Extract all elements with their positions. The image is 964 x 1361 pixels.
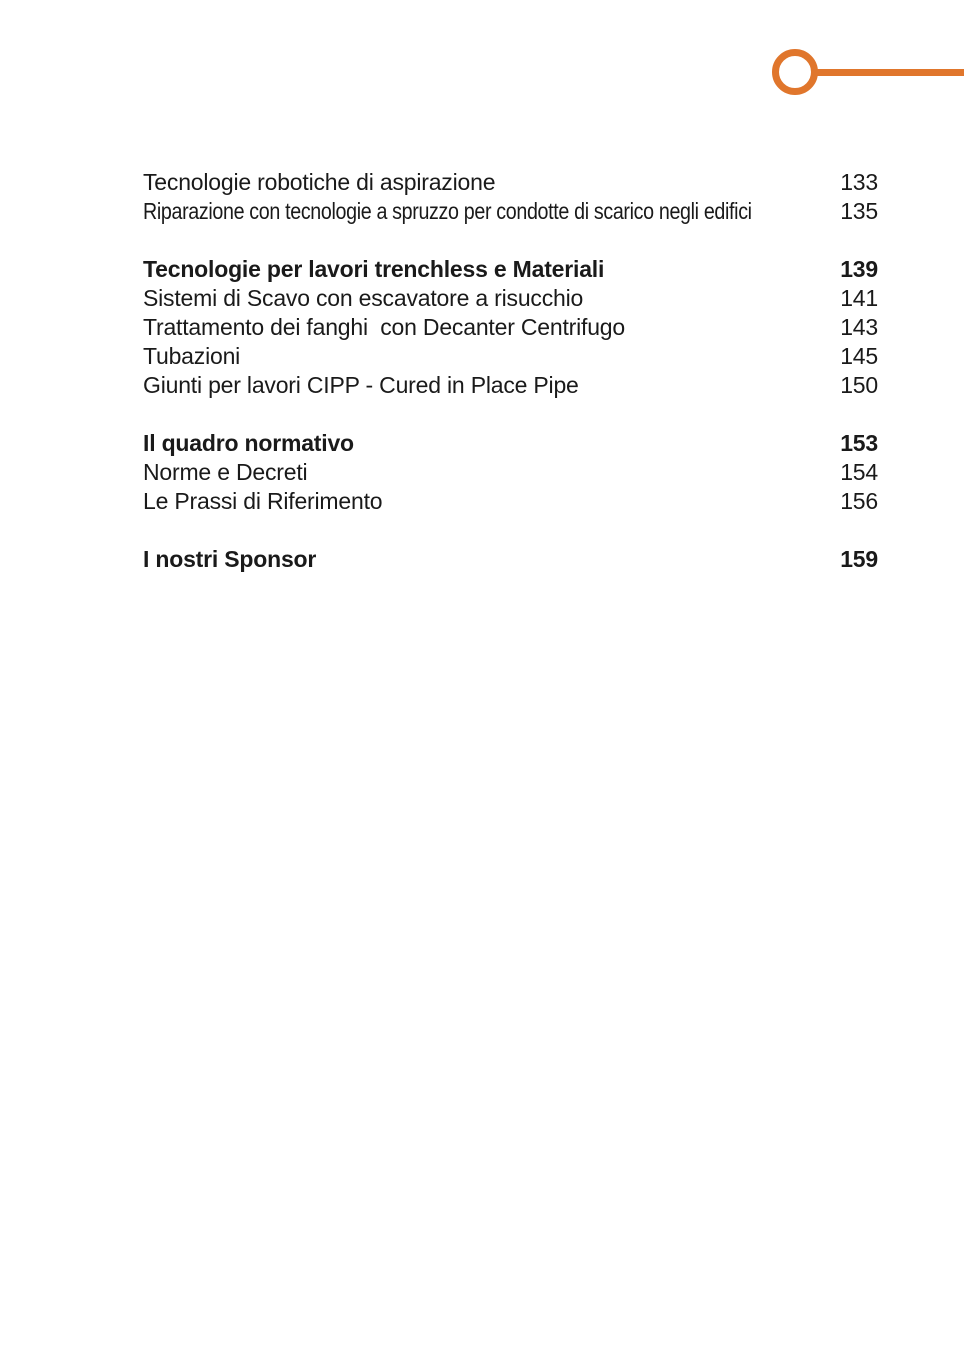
ring-icon: [772, 49, 818, 95]
toc-entry-page-number: 143: [840, 314, 878, 340]
toc-entry-label: Sistemi di Scavo con escavatore a risucchio: [143, 285, 584, 311]
toc-entry-page-number: 141: [840, 285, 878, 311]
toc-entry-page-number: 153: [840, 430, 878, 456]
toc-entry-label: Le Prassi di Riferimento: [143, 488, 383, 514]
toc-entry[interactable]: [143, 284, 878, 313]
toc-group: [143, 168, 878, 226]
toc-entry[interactable]: [143, 197, 878, 226]
toc-entry-page-number: 139: [840, 256, 878, 282]
toc-entry-label: Giunti per lavori CIPP - Cured in Place Pipe: [143, 372, 579, 398]
horizontal-rule-decoration: [816, 69, 964, 76]
toc-entry-page-number: 150: [840, 372, 878, 398]
toc-entry[interactable]: [143, 429, 878, 458]
toc-entry-label: I nostri Sponsor: [143, 546, 317, 572]
table-of-contents: [143, 168, 878, 574]
toc-entry-page-number: 145: [840, 343, 878, 369]
toc-entry[interactable]: [143, 545, 878, 574]
toc-entry-page-number: 154: [840, 459, 878, 485]
toc-entry-label: Riparazione con tecnologie a spruzzo per condotte di scarico negli edifici: [143, 198, 752, 224]
toc-entry[interactable]: [143, 458, 878, 487]
toc-entry[interactable]: [143, 342, 878, 371]
toc-entry[interactable]: [143, 168, 878, 197]
toc-entry-label: Il quadro normativo: [143, 430, 354, 456]
toc-entry-label: Tubazioni: [143, 343, 241, 369]
toc-group: [143, 255, 878, 400]
toc-group: [143, 429, 878, 516]
toc-entry[interactable]: [143, 255, 878, 284]
toc-entry[interactable]: [143, 487, 878, 516]
toc-entry-label: Norme e Decreti: [143, 459, 308, 485]
toc-entry-page-number: 133: [840, 169, 878, 195]
toc-entry[interactable]: [143, 313, 878, 342]
toc-entry[interactable]: [143, 371, 878, 400]
toc-group: [143, 545, 878, 574]
toc-entry-page-number: 135: [840, 198, 878, 224]
toc-entry-label: Trattamento dei fanghi con Decanter Centrifugo: [143, 314, 625, 340]
toc-entry-page-number: 159: [840, 546, 878, 572]
toc-entry-page-number: 156: [840, 488, 878, 514]
toc-entry-label: Tecnologie per lavori trenchless e Materiali: [143, 256, 605, 282]
toc-entry-label: Tecnologie robotiche di aspirazione: [143, 169, 496, 195]
